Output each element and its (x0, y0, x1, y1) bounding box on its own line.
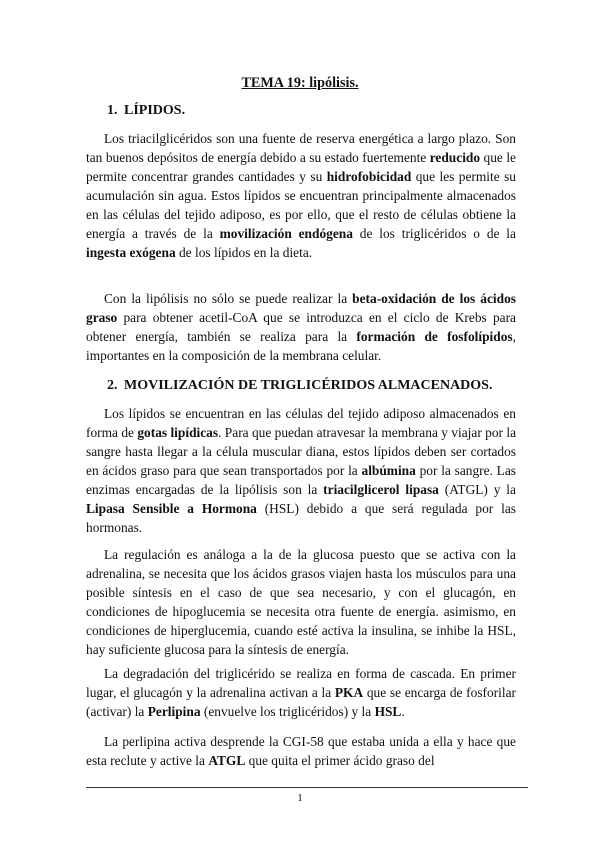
paragraph: Los triacilglicéridos son una fuente de reserva energética a largo plazo. Son tan buenos depósitos de energía debido a su estado fuertemente reducido que le permite concentrar grandes cantidades y su hidrofobicidad que les permite su acumulación sin agua. Estos lípidos se encuentran principalmente almacenados en las células del tejido adiposo, es por ello, que el resto de células obtiene la energía a través de la movilización endógena de los triglicéridos o de la ingesta exógena de los lípidos en la dieta. (86, 131, 517, 260)
bold-term: beta-oxidación de los ácidos graso (86, 291, 516, 325)
paragraph: Los lípidos se encuentran en las células del tejido adiposo almacenados en forma de gotas lipídicas. Para que puedan atravesar la membrana y viajar por la sangre hasta llegar a la célula muscular diana, estos lípidos deben ser cortados en ácidos graso para que sean transportados por la albúmina por la sangre. Las enzimas encargadas de la lipólisis son la triacilglicerol lipasa (ATGL) y la Lipasa Sensible a Hormona (HSL) debido a que será regulada por las hormonas. (86, 406, 517, 535)
bold-term: movilización endógena (219, 226, 353, 241)
bold-term: HSL (374, 704, 402, 719)
section-heading-text: LÍPIDOS. (124, 103, 186, 118)
section-number: 2. (107, 378, 118, 393)
section-heading-2 (107, 376, 527, 395)
section-number: 1. (107, 103, 118, 118)
paragraph: La degradación del triglicérido se realiza en forma de cascada. En primer lugar, el glucagón y la adrenalina activan a la PKA que se encarga de fosforilar (activar) la Perlipina (envuelve los triglicéridos) y la HSL. (86, 666, 516, 719)
bold-term: ATGL (208, 753, 246, 768)
paragraph: La perlipina activa desprende la CGI-58 que estaba unida a ella y hace que esta reclute y active la ATGL que quita el primer ácido graso del (86, 734, 516, 768)
bold-term: Perlipina (147, 704, 201, 719)
section-heading-1 (107, 101, 527, 120)
section-heading-text: MOVILIZACIÓN DE TRIGLICÉRIDOS ALMACENADOS. (124, 378, 493, 393)
bold-term: Lipasa Sensible a Hormona (86, 501, 257, 516)
bold-term: triacilglicerol lipasa (323, 482, 439, 497)
bold-term: gotas lipídicas (137, 425, 219, 440)
paragraph: La regulación es análoga a la de la glucosa puesto que se activa con la adrenalina, se necesita que los ácidos grasos viajen hasta los músculos para una posible síntesis en el caso de que sea necesario, y con el glucagón, en condiciones de hipoglucemia se necesita otra fuente de energía. asimismo, en condiciones de hiperglucemia, cuando esté activa la insulina, se inhibe la HSL, hay suficiente glucosa para la síntesis de energía. (86, 547, 516, 657)
bold-term: albúmina (361, 463, 416, 478)
bold-term: formación de fosfolípidos (356, 329, 513, 344)
bold-term: PKA (334, 685, 364, 700)
page-title: TEMA 19: lipólisis. (241, 75, 359, 91)
bold-term: ingesta exógena (86, 245, 176, 260)
paragraph: Con la lipólisis no sólo se puede realizar la beta-oxidación de los ácidos graso para obtener acetil-CoA que se introduzca en el ciclo de Krebs para obtener energía, también se realiza para la formación de fosfolípidos, importantes en la composición de la membrana celular. (86, 291, 516, 363)
footer-divider (86, 787, 528, 788)
bold-term: reducido (429, 150, 481, 165)
bold-term: hidrofobicidad (326, 169, 412, 184)
page-number: 1 (297, 792, 303, 804)
